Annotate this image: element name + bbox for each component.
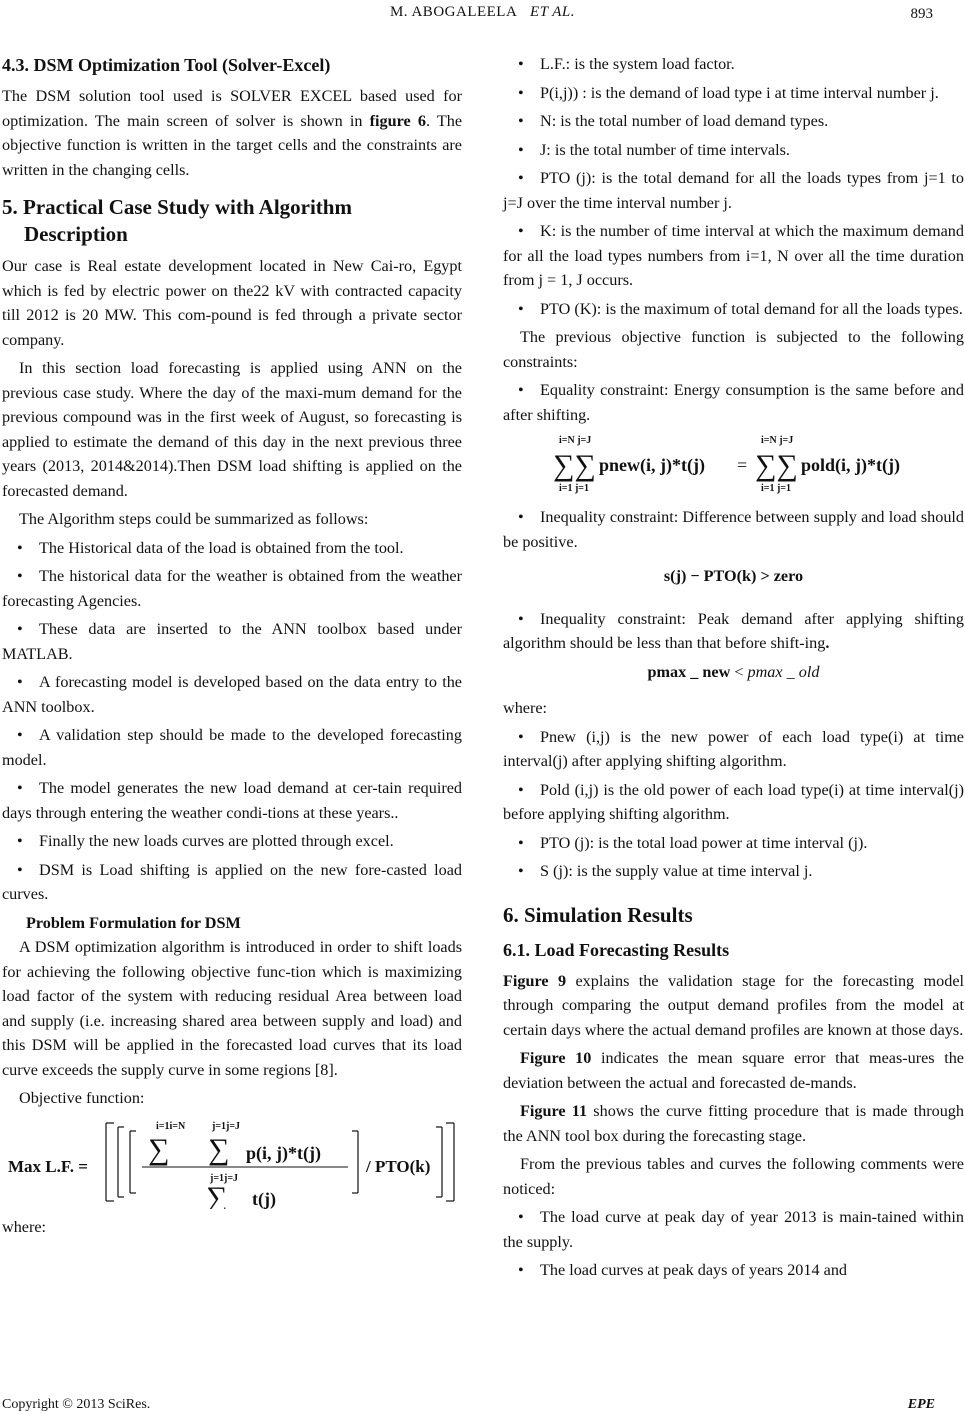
bullet-icon: • (518, 1208, 524, 1226)
energy-left-term: pnew(i, j)*t(j) (599, 455, 705, 475)
list-item (503, 219, 964, 293)
list-item (503, 109, 964, 134)
sum-upper-limits-left: i=N j=J (559, 435, 592, 446)
bullet-icon: • (518, 833, 524, 852)
text-run: explains the validation stage for the forecasting model through comparing the output demand profiles from the model at certain days where the actual demand profiles are known at those days. (503, 971, 964, 1039)
list-item (503, 725, 964, 774)
text-run: . The objective function is written in the target cells and the constraints are written in the changing cells. (2, 111, 463, 179)
header-et-al: ET AL. (530, 4, 576, 20)
left-column (2, 52, 462, 1243)
list-item (503, 52, 964, 77)
list-item-text: Finally the new loads curves are plotted through excel. (39, 832, 394, 850)
header-authors: M. ABOGALEELA (389, 4, 518, 20)
sum-limits-j: j=1j=J (212, 1120, 241, 1132)
section-4-3-paragraph (2, 84, 462, 182)
section-6-1-title: 6.1. Load Forecasting Results (503, 939, 730, 960)
constraint-supply (503, 505, 964, 554)
list-item-text: A forecasting model is developed based on the data entry to the ANN toolbox. (2, 673, 462, 716)
list-item (2, 776, 462, 825)
sigma-icon: ∑ (206, 1180, 228, 1209)
list-item (503, 297, 964, 322)
constraint-peak (503, 607, 964, 656)
list-item (503, 138, 964, 163)
bullet-icon: • (518, 727, 524, 746)
sigma-icon: ∑ (148, 1132, 170, 1166)
figure-ref: Figure 10 (520, 1049, 592, 1067)
section-6-title: 6. Simulation Results (503, 902, 693, 927)
list-item-text: Pold (i,j) is the old power of each load type(i) at time interval(j) before applying shifting algorithm. (503, 780, 964, 823)
list-item (2, 723, 462, 772)
where-label-left: where: (2, 1217, 47, 1236)
list-item (2, 829, 462, 854)
list-item-text: Inequality constraint: Difference between supply and load should be positive. (503, 508, 964, 551)
sigma-icon: ∑∑ (553, 449, 596, 482)
section-6-1-paragraph-3 (503, 1099, 964, 1148)
problem-formulation-heading: Problem Formulation for DSM (26, 913, 241, 932)
list-item (2, 564, 462, 613)
energy-equation (503, 431, 964, 495)
running-head (0, 4, 965, 21)
list-item-text: These data are inserted to the ANN toolbox based under MATLAB. (2, 620, 462, 663)
text-run: indicates the mean square error that meas-ures the deviation between the actual and forecasted de-mands. (503, 1049, 964, 1092)
bullet-icon: • (518, 140, 524, 159)
list-item (2, 670, 462, 719)
where-label-right: where: (503, 699, 548, 717)
list-item-text: The Historical data of the load is obtained from the tool. (39, 538, 404, 557)
list-item-text: The load curves at peak days of years 2014 and (540, 1261, 848, 1279)
equals-sign: = (737, 455, 748, 475)
problem-formulation-paragraph: A DSM optimization algorithm is introduced in order to shift loads for achieving the following objective func-tion which is maximizing load factor of the system with reducing residual Area between load and supply (i.e. increasing shared area between supply and load) and this DSM will be applied in the forecasted load curves that its load curve exceeds the supply curve in some regions [8]. (2, 938, 462, 1079)
section-6-1-paragraph-4: From the previous tables and curves the following comments were noticed: (503, 1155, 964, 1198)
list-item (503, 1205, 964, 1254)
list-item-text: L.F.: is the system load factor. (540, 55, 735, 73)
list-item-text: A validation step should be made to the developed forecasting model. (2, 726, 462, 769)
bullet-icon: • (518, 83, 524, 102)
objective-equation (2, 1117, 462, 1209)
list-item (503, 859, 964, 884)
list-item-text: The model generates the new load demand at cer-tain required days through entering the weather condi-tions at these years.. (2, 779, 462, 822)
list-item-text: PTO (K): is the maximum of total demand for all the loads types. (540, 299, 963, 318)
list-item-text: Equality constraint: Energy consumption is the same before and after shifting. (503, 381, 964, 424)
text-run: shows the curve fitting procedure that is made through the ANN tool box during the forecasting stage. (503, 1102, 964, 1145)
list-item-text: J: is the total number of time intervals. (540, 140, 790, 159)
list-item (2, 536, 462, 561)
bullet-icon: • (518, 299, 524, 318)
section-6-1-paragraph-2 (503, 1046, 964, 1095)
energy-equation-svg (503, 431, 964, 495)
list-item (503, 1258, 964, 1283)
objective-equation-svg (2, 1117, 462, 1209)
denominator-term: t(j) (252, 1188, 276, 1209)
energy-right-term: pold(i, j)*t(j) (801, 455, 900, 475)
bullet-icon: • (17, 779, 23, 797)
bullet-icon: • (17, 860, 23, 879)
sigma-icon: ∑ (208, 1132, 230, 1166)
figure-ref: Figure 11 (520, 1102, 588, 1120)
bullet-icon: • (17, 620, 23, 638)
bullet-icon: • (518, 222, 524, 240)
peak-inequality (503, 660, 964, 685)
list-item-text: P(i,j)) : is the demand of load type i at time interval number j. (540, 83, 939, 102)
bullet-icon: • (518, 780, 524, 799)
list-item (2, 858, 462, 907)
list-item-text: Inequality constraint: Peak demand after applying shifting algorithm should be less than that before shift-ing (503, 609, 964, 652)
page-number: 893 (910, 6, 933, 22)
eq-max-label: Max L.F. = (8, 1156, 88, 1176)
bullet-icon: • (518, 381, 524, 399)
section-4-3-title: 4.3. DSM Optimization Tool (Solver-Excel) (2, 55, 331, 75)
list-item-text: The load curve at peak day of year 2013 is main-tained within the supply. (503, 1208, 964, 1251)
sum-lower-limits-right: i=1 j=1 (761, 483, 792, 494)
definitions-list-2 (503, 725, 964, 884)
algorithm-steps-list (2, 536, 462, 907)
text-run: The DSM solution tool used is SOLVER EXCEL based used for optimization. The main screen of solver is shown in (2, 87, 462, 130)
section-6-1-paragraph-1 (503, 969, 964, 1043)
numerator-term: p(i, j)*t(j) (246, 1142, 321, 1163)
bullet-icon: • (17, 726, 23, 744)
right-column (503, 52, 964, 1287)
bullet-icon: • (518, 112, 524, 130)
period: . (825, 634, 830, 652)
constraint-equality (503, 378, 964, 427)
footer-journal: EPE (907, 1397, 935, 1412)
list-item (2, 617, 462, 666)
bullet-icon: • (17, 673, 23, 691)
sigma-icon: ∑∑ (755, 449, 798, 482)
section-5-title (2, 194, 462, 248)
sum-lower-limits-left: i=1 j=1 (559, 483, 590, 494)
bullet-icon: • (17, 832, 23, 850)
list-item (503, 81, 964, 106)
bullet-icon: • (17, 567, 23, 585)
sum-limits-i: i=1i=N (156, 1120, 186, 1132)
section-5-paragraph-1: Our case is Real estate development located in New Cai-ro, Egypt which is fed by electric power on the22 kV with contracted capacity till 2012 is 20 MW. This com-pound is fed through a private sector company. (2, 257, 462, 349)
section-5-paragraph-2: In this section load forecasting is applied using ANN on the previous case study. Where the day of the maxi-mum demand for the previous compound was in the first week of August, so forecasting is applied to estimate the demand of this day in the next previous three years (2013, 2014&2014).Then DSM load shifting is applied on the forecasted demand. (2, 359, 462, 500)
list-item-text: The historical data for the weather is obtained from the weather forecasting Agencies. (2, 567, 462, 610)
bullet-icon: • (518, 169, 524, 187)
bullet-icon: • (17, 538, 23, 557)
bullet-icon: • (518, 508, 524, 526)
bullet-icon: • (518, 862, 524, 880)
list-item (503, 778, 964, 827)
objective-label: Objective function: (19, 1089, 145, 1107)
bullet-icon: • (518, 609, 524, 628)
definitions-list (503, 52, 964, 321)
list-item-text: N: is the total number of load demand types. (540, 112, 829, 130)
list-item-text: Pnew (i,j) is the new power of each load type(i) at time interval(j) after applying shifting algorithm. (503, 727, 964, 770)
list-item-text: S (j): is the supply value at time interval j. (540, 862, 813, 880)
bullet-icon: • (518, 55, 524, 73)
less-than: < (730, 662, 748, 681)
list-item-text: PTO (j): is the total demand for all the loads types from j=1 to j=J over the time interval number j. (503, 169, 964, 212)
pmax-old: pmax _ old (747, 662, 820, 681)
list-item-text: PTO (j): is the total load power at time interval (j). (540, 833, 868, 852)
eq-divisor: / PTO(k) (366, 1156, 431, 1176)
constraints-intro: The previous objective function is subjected to the following constraints: (503, 328, 964, 371)
list-item-text: DSM is Load shifting is applied on the new fore-casted load curves. (2, 860, 462, 903)
list-item (503, 831, 964, 856)
sum-upper-limits-right: i=N j=J (761, 435, 794, 446)
pmax-new: pmax _ new (647, 662, 731, 681)
sum-limits-j-denominator: j=1j=J (210, 1172, 239, 1184)
list-item-text: K: is the number of time interval at which the maximum demand for all the load types numbers from i=1, N over all the time duration from j = 1, J occurs. (503, 222, 964, 289)
figure-ref: figure 6 (369, 111, 426, 130)
supply-inequality: s(j) − PTO(k) > zero (663, 567, 804, 585)
page-header (0, 0, 965, 26)
figure-ref: Figure 9 (503, 971, 567, 990)
section-5-title-line1: 5. Practical Case Study with Algorithm (2, 195, 352, 219)
section-5-paragraph-3: The Algorithm steps could be summarized as follows: (19, 510, 369, 528)
list-item (503, 166, 964, 215)
bullet-icon: • (518, 1261, 524, 1279)
section-5-title-line2: Description (24, 222, 128, 246)
footer-copyright: Copyright © 2013 SciRes. (2, 1397, 151, 1412)
